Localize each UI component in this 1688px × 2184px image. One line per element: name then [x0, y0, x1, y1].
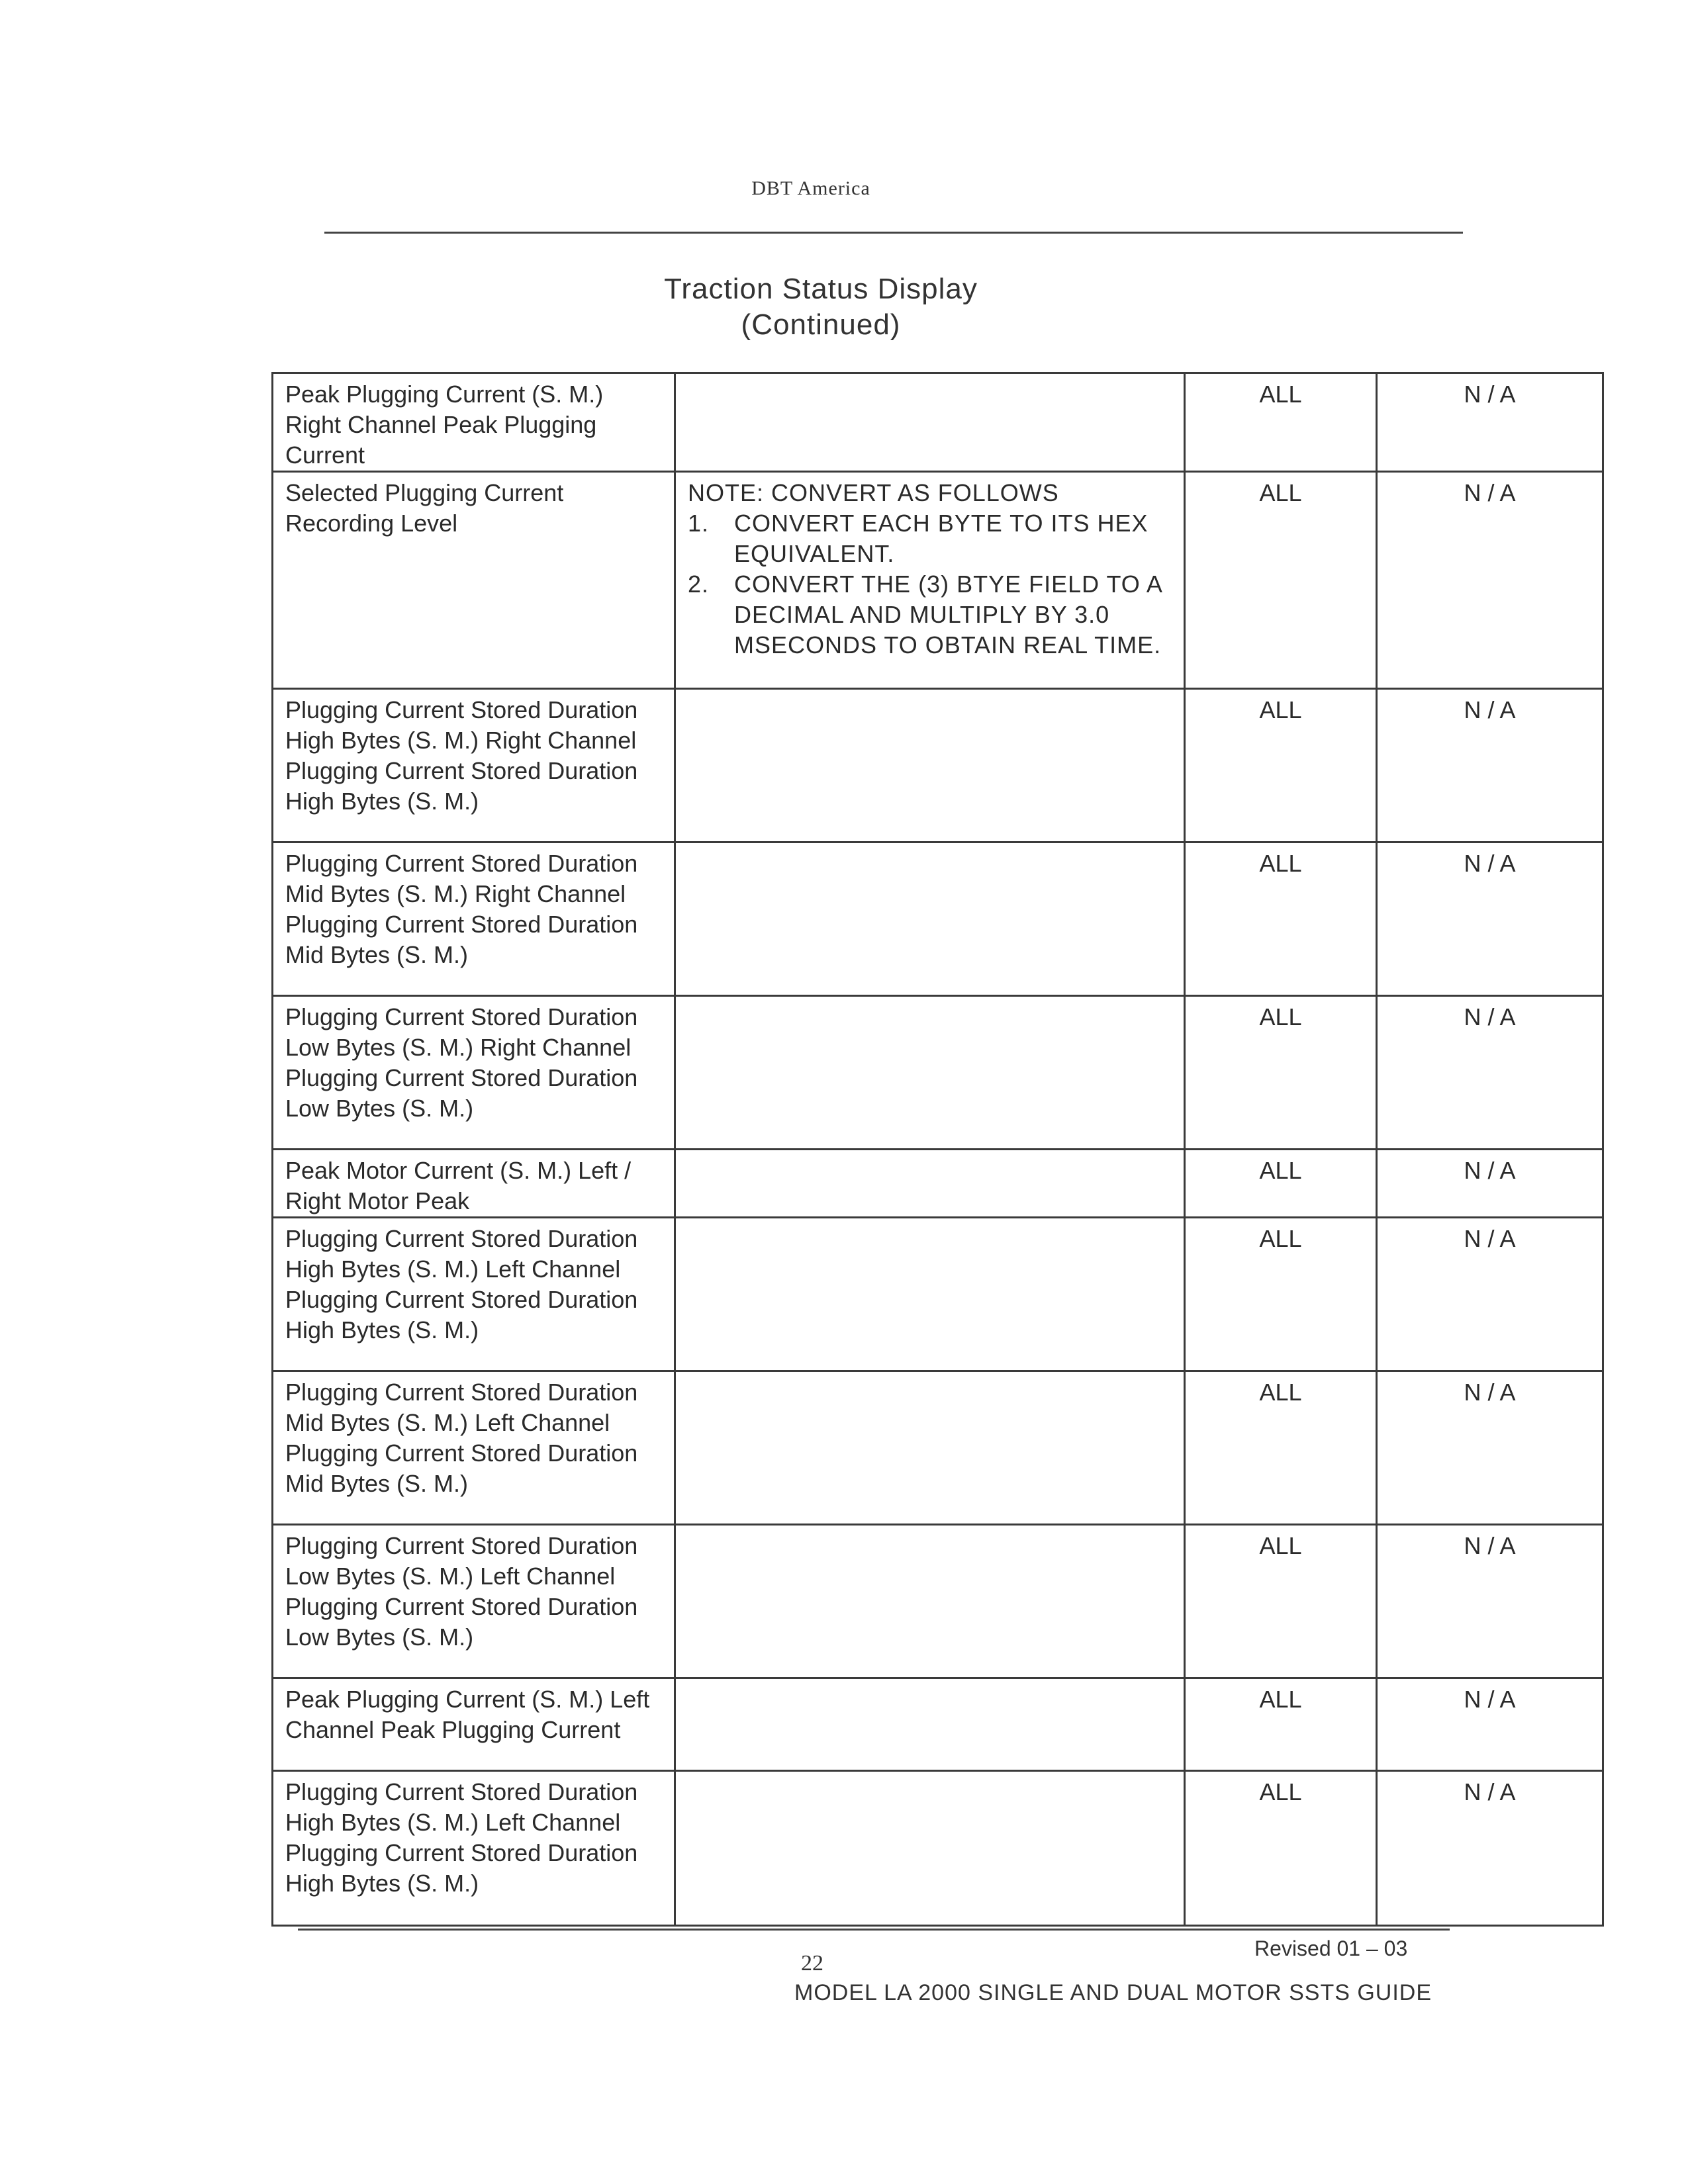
- row-applies: ALL: [1185, 1371, 1377, 1525]
- note-item: [688, 569, 1172, 660]
- note-item-text: CONVERT THE (3) BTYE FIELD TO A DECIMAL AND MULTIPLY BY 3.0 MSECONDS TO OBTAIN REAL TIME.: [734, 570, 1162, 659]
- row-description: Selected Plugging Current Recording Level: [273, 472, 675, 689]
- row-applies: ALL: [1185, 1678, 1377, 1771]
- company-header: DBT America: [751, 177, 870, 199]
- row-applies: ALL: [1185, 842, 1377, 996]
- row-description: Plugging Current Stored Duration High Bytes (S. M.) Left Channel Plugging Current Stored Duration High Bytes (S. M.): [273, 1771, 675, 1926]
- row-applies: ALL: [1185, 472, 1377, 689]
- row-description: Peak Motor Current (S. M.) Left / Right Motor Peak: [273, 1150, 675, 1218]
- row-description: Peak Plugging Current (S. M.) Left Channel Peak Plugging Current: [273, 1678, 675, 1771]
- row-value: N / A: [1377, 842, 1603, 996]
- table-row: [273, 1678, 1603, 1771]
- row-applies: ALL: [1185, 689, 1377, 842]
- row-applies: ALL: [1185, 1150, 1377, 1218]
- table-row: [273, 373, 1603, 472]
- row-description: Peak Plugging Current (S. M.) Right Channel Peak Plugging Current: [273, 373, 675, 472]
- table-row: [273, 1218, 1603, 1371]
- row-note-cell: [675, 1371, 1185, 1525]
- table-row: [273, 996, 1603, 1150]
- table-row: [273, 1371, 1603, 1525]
- row-description: Plugging Current Stored Duration High Bytes (S. M.) Right Channel Plugging Current Stored Duration High Bytes (S. M.): [273, 689, 675, 842]
- row-note-cell: [675, 996, 1185, 1150]
- row-value: N / A: [1377, 1771, 1603, 1926]
- conversion-note: [675, 472, 1185, 689]
- row-description: Plugging Current Stored Duration Low Bytes (S. M.) Left Channel Plugging Current Stored Duration Low Bytes (S. M.): [273, 1525, 675, 1678]
- row-note-cell: [675, 689, 1185, 842]
- row-value: N / A: [1377, 1218, 1603, 1371]
- table-row: [273, 1525, 1603, 1678]
- row-applies: ALL: [1185, 1218, 1377, 1371]
- footer-rule: [298, 1929, 1450, 1931]
- row-applies: ALL: [1185, 1525, 1377, 1678]
- title-line-1: Traction Status Display: [664, 273, 978, 305]
- row-note-cell: [675, 1218, 1185, 1371]
- page-title: [596, 271, 1046, 343]
- header-rule: [324, 232, 1463, 234]
- row-note-cell: [675, 1525, 1185, 1678]
- row-value: N / A: [1377, 472, 1603, 689]
- row-value: N / A: [1377, 373, 1603, 472]
- row-value: N / A: [1377, 996, 1603, 1150]
- row-description: Plugging Current Stored Duration Mid Bytes (S. M.) Left Channel Plugging Current Stored Duration Mid Bytes (S. M.): [273, 1371, 675, 1525]
- row-note-cell: [675, 373, 1185, 472]
- row-description: Plugging Current Stored Duration High Bytes (S. M.) Left Channel Plugging Current Stored Duration High Bytes (S. M.): [273, 1218, 675, 1371]
- table-row: [273, 689, 1603, 842]
- revision-label: Revised 01 – 03: [1254, 1936, 1408, 1960]
- note-item: [688, 508, 1172, 569]
- row-applies: ALL: [1185, 1771, 1377, 1926]
- page-number: 22: [801, 1951, 823, 1976]
- note-item-number: 2.: [688, 570, 710, 598]
- row-applies: ALL: [1185, 996, 1377, 1150]
- row-note-cell: [675, 1150, 1185, 1218]
- note-heading: NOTE: CONVERT AS FOLLOWS: [688, 479, 1059, 506]
- row-note-cell: [675, 842, 1185, 996]
- title-line-2: (Continued): [741, 308, 901, 341]
- row-value: N / A: [1377, 689, 1603, 842]
- guide-title: MODEL LA 2000 SINGLE AND DUAL MOTOR SSTS GUIDE: [794, 1980, 1432, 2005]
- table-row: [273, 472, 1603, 689]
- row-note-cell: [675, 1771, 1185, 1926]
- row-value: N / A: [1377, 1678, 1603, 1771]
- row-value: N / A: [1377, 1525, 1603, 1678]
- row-note-cell: [675, 1678, 1185, 1771]
- table-row: [273, 1150, 1603, 1218]
- note-item-number: 1.: [688, 510, 710, 537]
- row-value: N / A: [1377, 1371, 1603, 1525]
- note-item-text: CONVERT EACH BYTE TO ITS HEX EQUIVALENT.: [734, 510, 1149, 567]
- traction-status-table: [271, 372, 1604, 1927]
- row-value: N / A: [1377, 1150, 1603, 1218]
- table-row: [273, 1771, 1603, 1926]
- row-description: Plugging Current Stored Duration Mid Bytes (S. M.) Right Channel Plugging Current Stored Duration Mid Bytes (S. M.): [273, 842, 675, 996]
- row-description: Plugging Current Stored Duration Low Bytes (S. M.) Right Channel Plugging Current Stored Duration Low Bytes (S. M.): [273, 996, 675, 1150]
- row-applies: ALL: [1185, 373, 1377, 472]
- table-row: [273, 842, 1603, 996]
